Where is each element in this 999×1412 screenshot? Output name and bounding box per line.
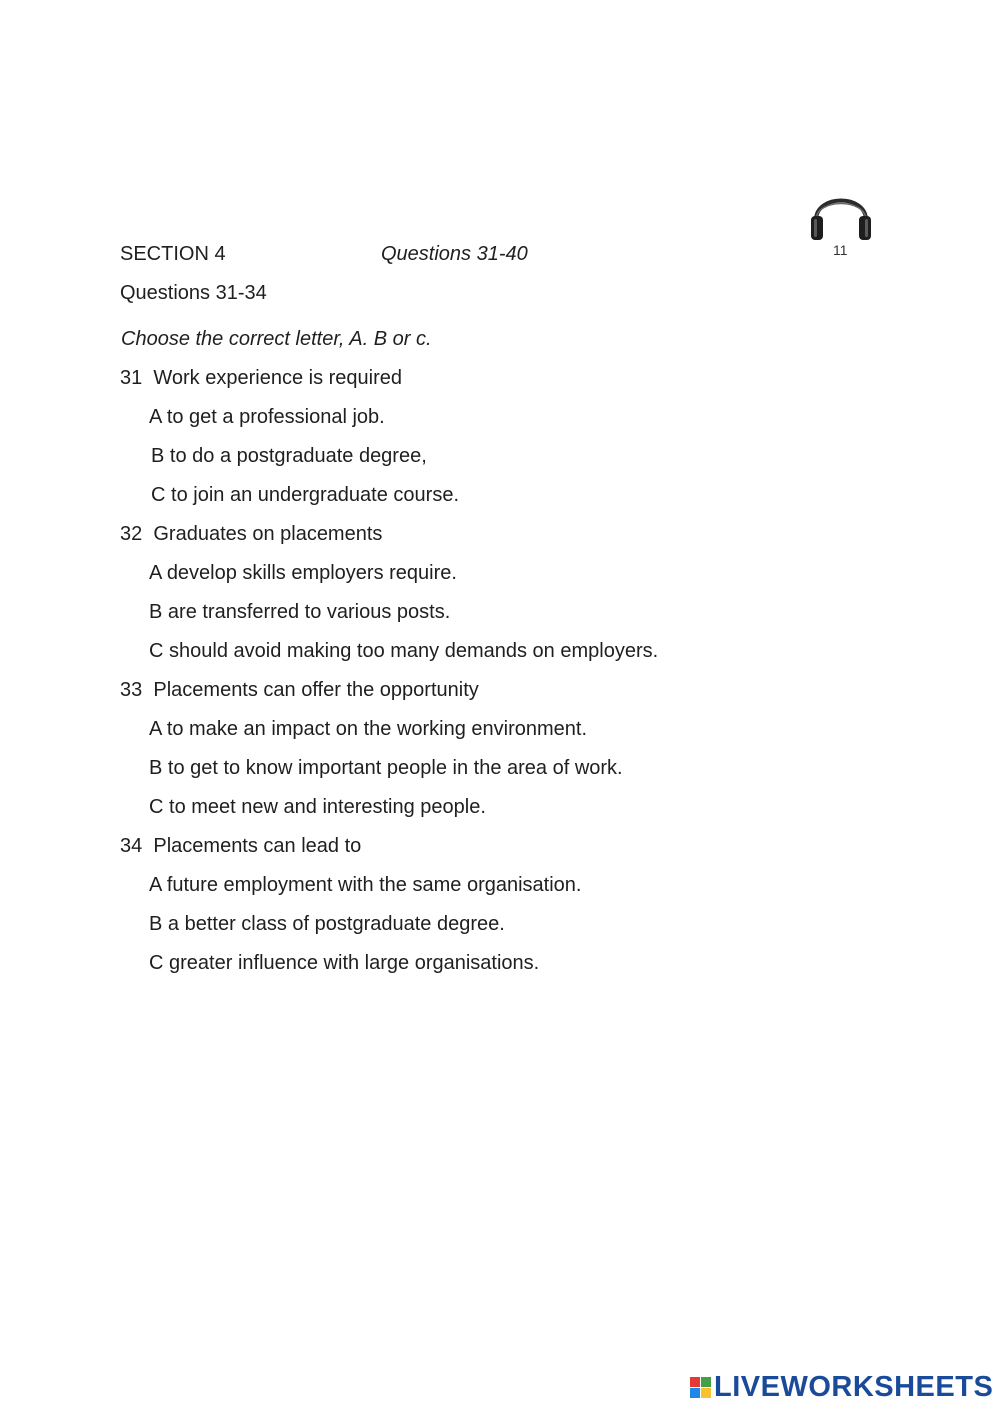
option-31-a[interactable]: A to get a professional job. — [149, 406, 385, 428]
question-34 — [120, 834, 361, 858]
logo-blocks-icon — [690, 1377, 711, 1398]
option-33-b[interactable]: B to get to know important people in the area of work. — [149, 757, 623, 779]
question-number: 31 — [120, 367, 143, 389]
question-stem: Placements can offer the opportunity — [153, 679, 479, 701]
question-number: 32 — [120, 523, 143, 545]
brand-name: LIVEWORKSHEETS — [714, 1370, 994, 1403]
option-32-c[interactable]: C should avoid making too many demands on employers. — [149, 640, 659, 662]
question-33 — [120, 678, 479, 702]
question-32 — [120, 522, 382, 546]
question-stem: Placements can lead to — [153, 835, 362, 857]
option-31-b[interactable]: B to do a postgraduate degree, — [151, 445, 427, 467]
track-number: 11 — [833, 242, 848, 258]
question-number: 34 — [120, 835, 143, 857]
option-32-a[interactable]: A develop skills employers require. — [149, 562, 457, 584]
option-34-b[interactable]: B a better class of postgraduate degree. — [149, 913, 505, 935]
question-31 — [120, 366, 402, 390]
option-31-c[interactable]: C to join an undergraduate course. — [151, 484, 459, 506]
question-stem: Work experience is required — [153, 367, 403, 389]
questions-range: Questions 31-40 — [381, 243, 528, 265]
option-32-b[interactable]: B are transferred to various posts. — [149, 601, 451, 623]
option-34-a[interactable]: A future employment with the same organisation. — [149, 874, 582, 896]
question-number: 33 — [120, 679, 143, 701]
option-34-c[interactable]: C greater influence with large organisations. — [149, 952, 540, 974]
option-33-c[interactable]: C to meet new and interesting people. — [149, 796, 486, 818]
option-33-a[interactable]: A to make an impact on the working environment. — [149, 718, 588, 740]
headphones-icon[interactable] — [808, 180, 874, 242]
liveworksheets-logo[interactable] — [690, 1372, 993, 1402]
subheading: Questions 31-34 — [120, 282, 267, 304]
section-label: SECTION 4 — [120, 243, 226, 265]
question-stem: Graduates on placements — [153, 523, 383, 545]
instruction: Choose the correct letter, A. B or c. — [121, 328, 432, 350]
